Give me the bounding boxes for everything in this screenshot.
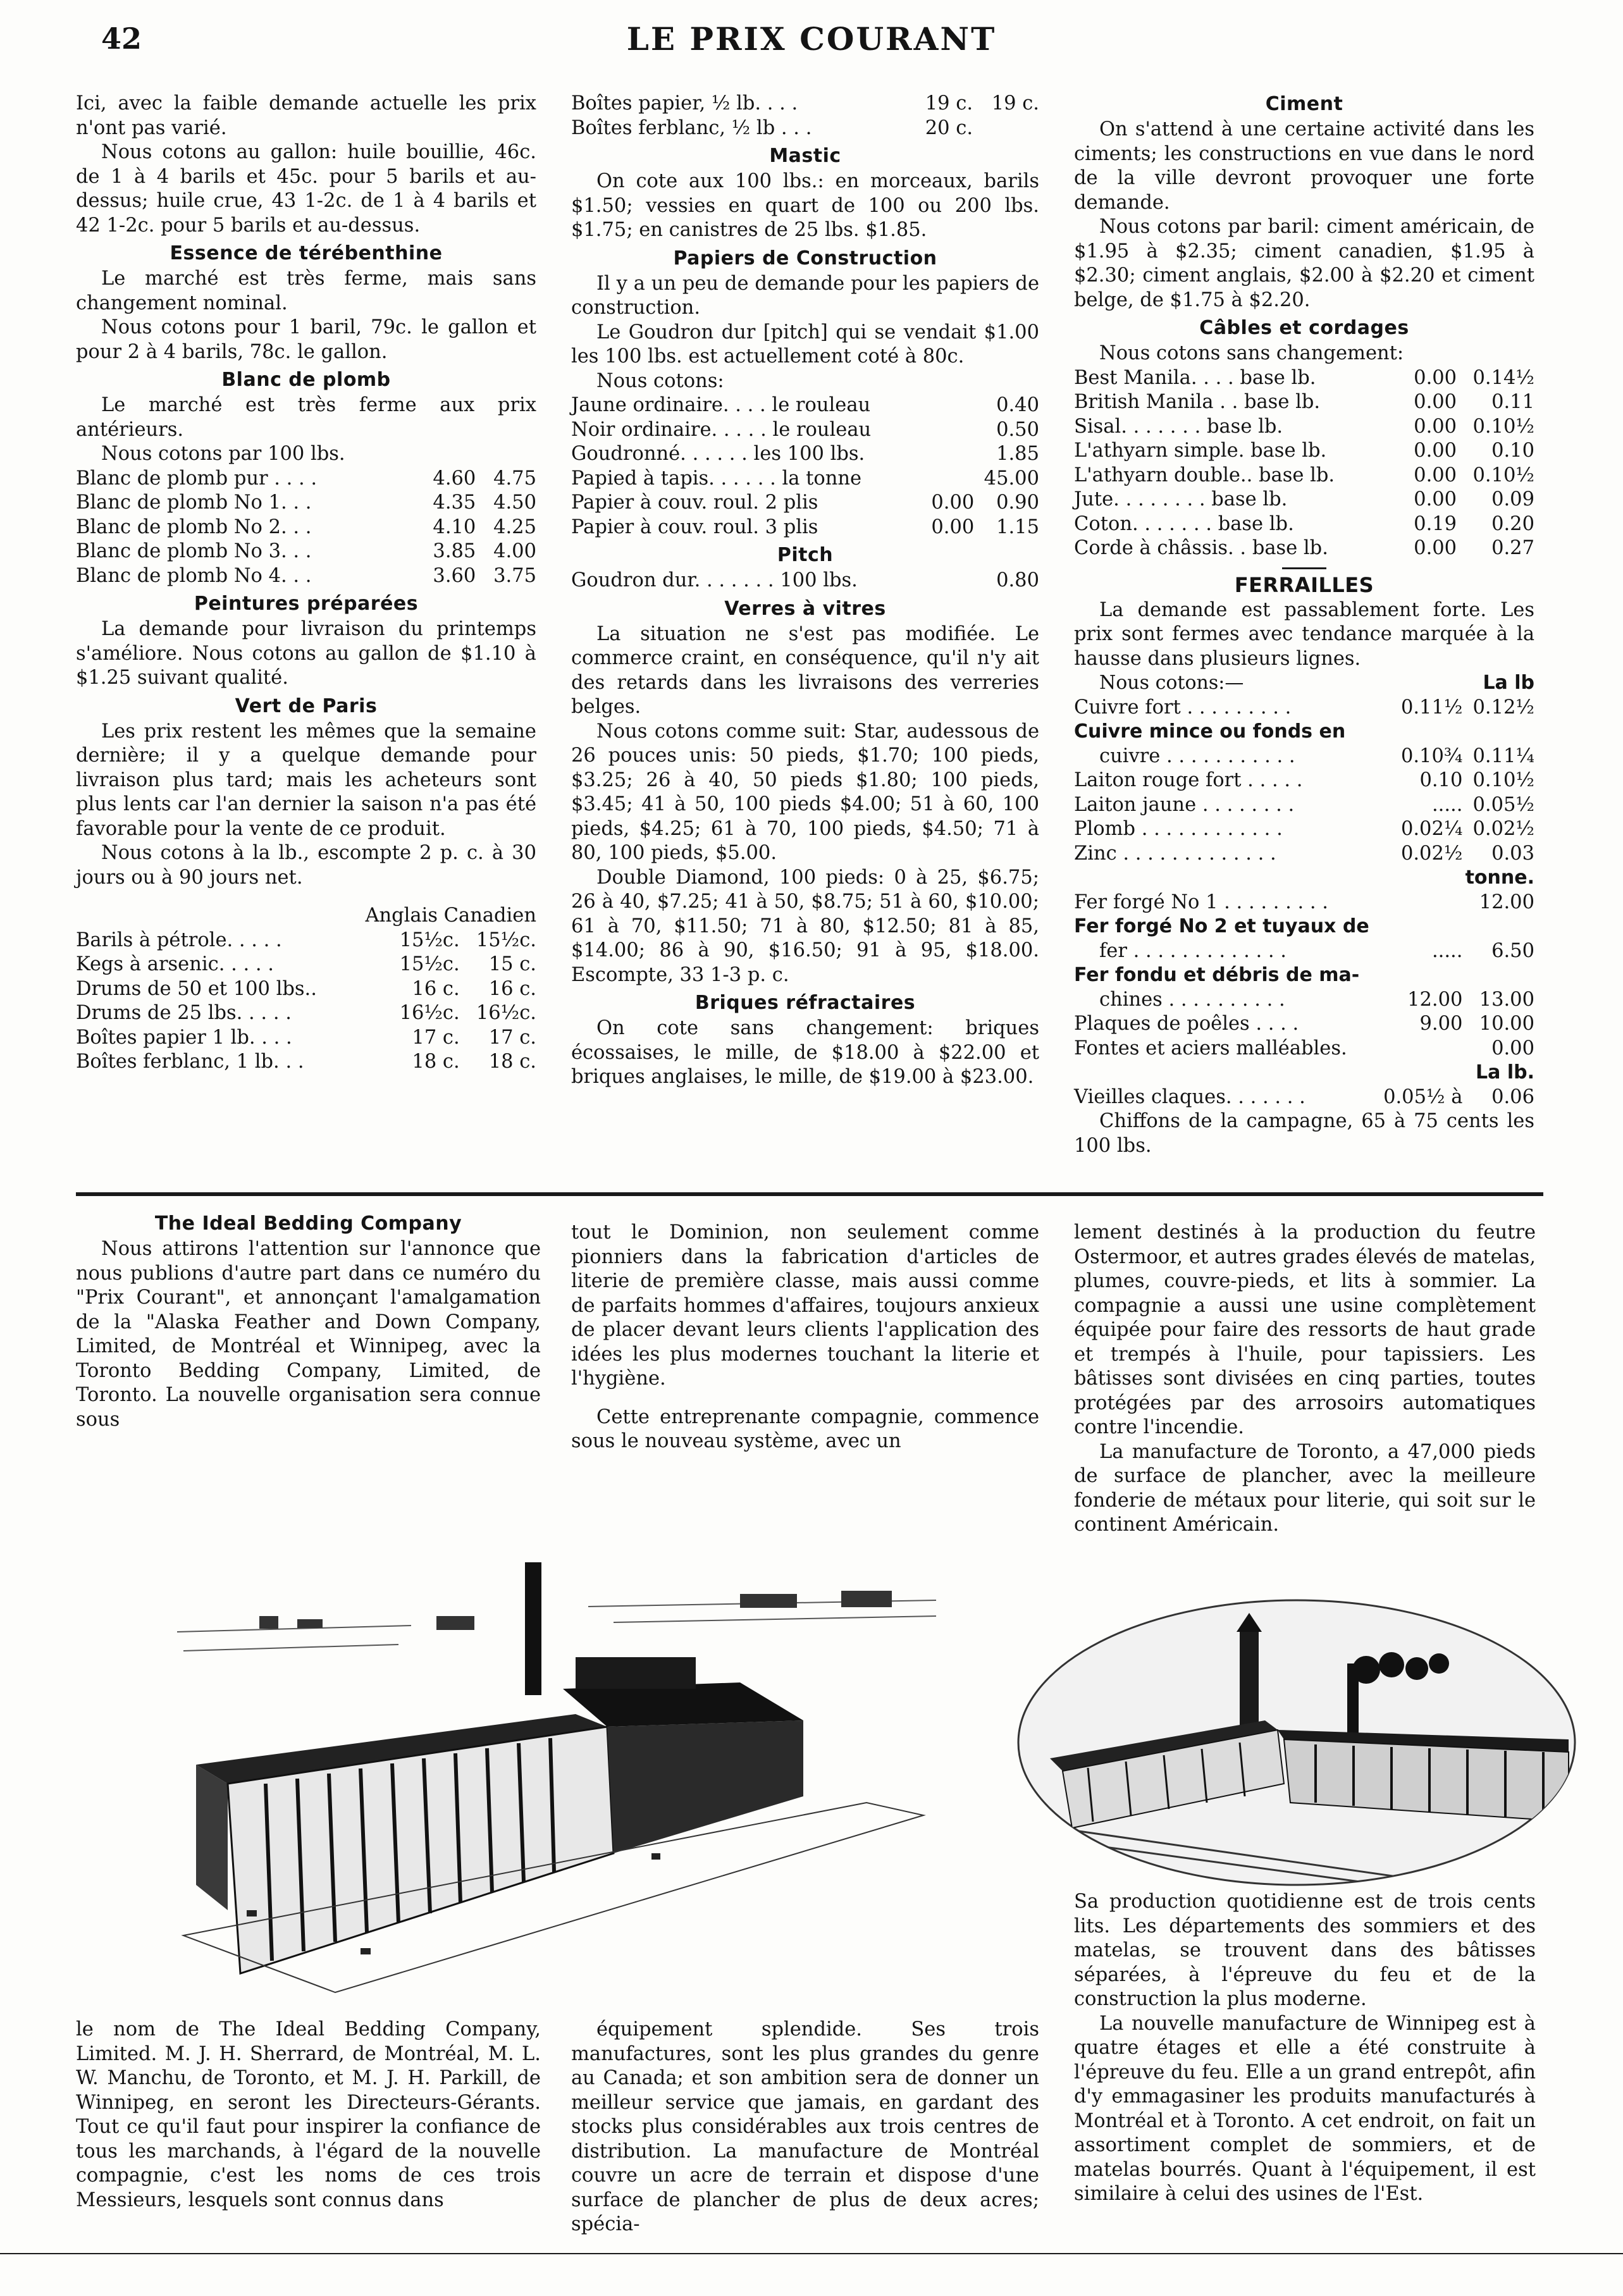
footer-rule [0,2253,1623,2254]
section-divider [1282,567,1326,569]
paragraph: tout le Dominion, non seulement comme pionniers dans la fabrication d'articles de literie de première classe, mais aussi comme de parfaits hommes d'affaires, toujours anxieux de placer devant leurs clients l'application des idées les plus modernes touchant la literie et l'hygiène. [571,1221,1039,1390]
table-row: Plomb . . . . . . . . . . . . 0.02¼ 0.02½ [1074,818,1534,840]
table-row: Cuivre fort . . . . . . . . . 0.11½ 0.12½ [1074,696,1534,719]
table-row: Plaques de poêles . . . . 9.00 10.00 [1074,1013,1534,1035]
table-row: Papier à couv. roul. 2 plis 0.00 0.90 [571,491,1039,514]
section-title: Peintures préparées [194,593,419,615]
paragraph: Nous attirons l'attention sur l'annonce que nous publions d'autre part dans ce numéro du "Prix Courant", et annonçant l'amalgamation de la "Alaska Feather and Down Company, Limited, de Montréal et Winnipeg, avec la Toronto Bedding Company, Limited, de Toronto. La nouvelle organisation sera connue sous [76,1238,541,1431]
article-col-1 [76,1208,541,1432]
table-row: Best Manila. . . . base lb. 0.00 0.14½ [1074,366,1534,389]
table-row: Blanc de plomb No 3. . . 3.85 4.00 [76,540,536,562]
price-table [1074,671,1534,1109]
paragraph: La nouvelle manufacture de Winnipeg est à quatre étages et elle a été construite à l'épreuve du feu. Elle a un grand entrepôt, afin d'y emmagasiner les produits manufacturés à Montréal et à Toronto. A cet endroit, on fait un assortiment complet de sommiers, et de matelas bourrés. Quant à l'équipement, il est similaire à celui des usines de l'Est. [1074,2012,1536,2205]
table-column-heads: Anglais Canadien [365,904,536,927]
table-row: Boîtes papier, ½ lb. . . . 19 c. 19 c. [571,92,1039,114]
table-row: chines . . . . . . . . . . 12.00 13.00 [1099,988,1534,1011]
section-title: Essence de térébenthine [170,242,443,264]
table-row: Fer fondu et débris de ma- [1074,964,1360,986]
table-row: Zinc . . . . . . . . . . . . . 0.02½ 0.03 [1074,842,1534,865]
paragraph: Sa production quotidienne est de trois cents lits. Les départements des sommiers et des matelas, se trouvent dans des bâtisses séparées, à l'épreuve du feu et de la construction la plus moderne. [1074,1891,1536,2010]
section-title: FERRAILLES [1234,572,1374,597]
section-title: Blanc de plomb [221,369,391,391]
section-title: Mastic [769,145,841,167]
table-row [1074,866,1534,891]
table-row: Papied à tapis. . . . . . la tonne 45.00 [571,467,1039,490]
article-col-1b [76,2018,541,2213]
table-row: Fer forgé No 2 et tuyaux de [1074,915,1369,937]
table-row: Laiton jaune . . . . . . . . ..... 0.05½ [1074,793,1534,816]
section-title: Verres à vitres [724,597,886,620]
price-table [1074,366,1534,561]
section-title: Briques réfractaires [694,992,916,1014]
unit-label: La lb [1483,672,1534,694]
table-row: Blanc de plomb No 1. . . 4.35 4.50 [76,491,536,514]
paragraph: Le marché est très ferme aux prix antérieurs. [76,394,536,441]
paragraph: lement destinés à la production du feutre Ostermoor, et autres grades élevés de matelas, plumes, couvre-pieds, et lits à sommier. La compagnie a aussi une usine complètement équipée pour faire des ressorts de haut grade et trempés à l'huile, pour tapissiers. Les bâtisses sont divisées en cinq parties, toutes protégées par des arrosoirs automatiques contre l'incendie. [1074,1221,1536,1438]
paragraph: La situation ne s'est pas modifiée. Le commerce craint, en conséquence, qu'il n'y ait des retards dans les livraisons des verreries belges. [571,622,1039,718]
table-row: Drums de 50 et 100 lbs.. 16 c. 16 c. [76,977,536,1000]
paragraph: Nous cotons par baril: ciment américain, de $1.95 à $2.35; ciment canadien, $1.95 à $2.30; ciment anglais, $2.00 à $2.20 et ciment belge, de $1.75 à $2.20. [1074,216,1534,311]
article-col-2 [571,1221,1039,1454]
table-row: fer . . . . . . . . . . . . . ..... 6.50 [1099,939,1534,962]
table-row: cuivre . . . . . . . . . . . 0.10¾ 0.11¼ [1099,744,1534,767]
table-row: Boîtes papier 1 lb. . . . 17 c. 17 c. [76,1026,536,1049]
column-1 [76,92,536,1075]
paragraph: Il y a un peu de demande pour les papiers de construction. [571,272,1039,319]
table-row: Blanc de plomb pur . . . . 4.60 4.75 [76,467,536,490]
unit-label: La lb. [1476,1061,1534,1083]
section-title: Ciment [1265,93,1343,115]
table-row: Barils à pétrole. . . . . 15½c. 15½c. [76,929,536,951]
table-row: Blanc de plomb No 4. . . 3.60 3.75 [76,564,536,587]
section-title: Vert de Paris [235,694,378,717]
section-title: Pitch [777,544,834,566]
paragraph: Double Diamond, 100 pieds: 0 à 25, $6.75; 26 à 40, $7.25; 41 à 50, $8.75; 51 à 60, $10.00; 61 à 70, $11.50; 71 à 80, $12.50; 81 à 85, $14.00; 86 à 90, $16.50; 91 à 95, $18.00. Escompte, 33 1-3 p. c. [571,866,1039,986]
unit-label: tonne. [1465,867,1534,889]
paragraph: le nom de The Ideal Bedding Company, Limited. M. J. H. Sherrard, de Montréal, M. L. W. Manchu, de Toronto, et M. J. H. Parkill, de Winnipeg, en seront les Directeurs-Gérants. Tout ce qu'il faut pour inspirer la confiance de tous les marchands, à l'égard de la nouvelle compagnie, c'est les noms de ces trois Messieurs, lesquels sont connus dans [76,2018,541,2211]
price-table [76,929,536,1075]
table-row: L'athyarn simple. base lb. 0.00 0.10 [1074,440,1534,462]
table-row: Coton. . . . . . . base lb. 0.19 0.20 [1074,512,1534,535]
column-2 [571,92,1039,1090]
paragraph: On s'attend à une certaine activité dans les ciments; les constructions en vue dans le nord de la ville devront provoquer une forte demande. [1074,118,1534,214]
page-header-title: LE PRIX COURANT [626,20,997,58]
table-row: Vieilles claques. . . . . . . 0.05½ à 0.06 [1074,1085,1534,1108]
table-row: Laiton rouge fort . . . . . 0.10 0.10½ [1074,769,1534,791]
table-row: Fontes et aciers malléables. 0.00 [1074,1037,1534,1059]
paragraph: Nous cotons au gallon: huile bouillie, 46c. de 1 à 4 barils et 45c. pour 5 barils et au-dessus; huile crue, 43 1-2c. de 1 à 4 barils et 42 1-2c. pour 5 barils et au-dessus. [76,141,536,237]
paragraph: Nous cotons par 100 lbs. [101,443,345,465]
table-row: Nous cotons:— La lb [1074,671,1534,696]
table-row [1074,1061,1534,1085]
table-row: Fer forgé No 1 . . . . . . . . . 12.00 [1074,891,1534,913]
table-row: Jaune ordinaire. . . . le rouleau 0.40 [571,394,1039,416]
paragraph: Nous cotons pour 1 baril, 79c. le gallon et pour 2 à 4 barils, 78c. le gallon. [76,316,536,363]
table-row: British Manila . . base lb. 0.00 0.11 [1074,391,1534,413]
column-3 [1074,89,1534,1158]
paragraph: Nous cotons à la lb., escompte 2 p. c. à 30 jours ou à 90 jours net. [76,842,536,889]
table-row: Sisal. . . . . . . base lb. 0.00 0.10½ [1074,415,1534,438]
paragraph: On cote aux 100 lbs.: en morceaux, barils $1.50; vessies en quart de 100 ou 200 lbs. $1.75; en canistres de 25 lbs. $1.85. [571,170,1039,241]
price-table [571,569,1039,593]
paragraph: équipement splendide. Ses trois manufactures, sont les plus grandes du genre au Canada; et son ambition sera de donner un meilleur service que jamais, en gardant des stocks plus considérables aux trois centres de distribution. La manufacture de Montréal couvre un acre de terrain et dispose d'une surface de plancher de plus de deux acres; spécia- [571,2018,1039,2235]
table-row: Goudronné. . . . . . les 100 lbs. 1.85 [571,443,1039,465]
paragraph: Nous cotons sans changement: [1099,342,1404,364]
paragraph: Le Goudron dur [pitch] qui se vendait $1.00 les 100 lbs. est actuellement coté à 80c. [571,321,1039,367]
table-row: Drums de 25 lbs. . . . . 16½c. 16½c. [76,1002,536,1024]
table-row: Kegs à arsenic. . . . . 15½c. 15 c. [76,953,536,975]
article-col-2b [571,2018,1039,2237]
section-rule [76,1192,1543,1196]
paragraph: Le marché est très ferme, mais sans changement nominal. [76,268,536,314]
table-row: Boîtes ferblanc, ½ lb . . . 20 c. [571,116,973,139]
factory-illustration-oval [1012,1594,1581,1891]
article-title: The Ideal Bedding Company [154,1213,462,1235]
table-row: Papier à couv. roul. 3 plis 0.00 1.15 [571,515,1039,538]
table-row: Boîtes ferblanc, 1 lb. . . 18 c. 18 c. [76,1051,536,1073]
paragraph: La manufacture de Toronto, a 47,000 pieds de surface de plancher, avec la meilleure fonderie de métaux pour literie, qui soit sur le continent Américain. [1074,1440,1536,1536]
table-row: Blanc de plomb No 2. . . 4.10 4.25 [76,515,536,538]
price-table [76,467,536,589]
paragraph: La demande est passablement forte. Les prix sont fermes avec tendance marquée à la hausse dans plusieurs lignes. [1074,598,1534,670]
table-row: Cuivre mince ou fonds en [1074,720,1346,743]
article-col-3 [1074,1221,1536,1538]
factory-illustration-large [171,1556,942,1999]
table-row: Corde à châssis. . base lb. 0.00 0.27 [1074,537,1534,559]
price-table [571,92,1039,140]
paragraph: Nous cotons comme suit: Star, audessous de 26 pouces unis: 50 pieds, $1.70; 100 pieds, $3.25; 26 à 40, 50 pieds $1.80; 100 pieds, $3.45; 41 à 50, 100 pieds $4.00; 51 à 60, 100 pieds, $4.25; 61 à 70, 100 pieds, $4.50; 71 à 80, 100 pieds, $5.00. [571,720,1039,864]
paragraph: Les prix restent les mêmes que la semaine dernière; il y a quelque demande pour livraison plus tard; mais les acheteurs sont plus lents car l'an dernier la saison n'a pas été favorable pour la vente de ce produit. [76,720,536,840]
paragraph: La demande pour livraison du printemps s'améliore. Nous cotons au gallon de $1.10 à $1.25 suivant qualité. [76,618,536,689]
table-row: L'athyarn double.. base lb. 0.00 0.10½ [1074,464,1534,486]
paragraph: Chiffons de la campagne, 65 à 75 cents les 100 lbs. [1074,1110,1534,1157]
article-col-3b [1074,1890,1536,2207]
paragraph: Nous cotons: [596,369,724,392]
section-title: Papiers de Construction [673,247,937,269]
table-row: Noir ordinaire. . . . . le rouleau 0.50 [571,418,1039,441]
price-table [571,393,1039,540]
paragraph: Cette entreprenante compagnie, commence sous le nouveau système, avec un [571,1405,1039,1452]
paragraph: On cote sans changement: briques écossaises, le mille, de $18.00 à $22.00 et briques anglaises, le mille, de $19.00 à $23.00. [571,1017,1039,1088]
paragraph: Ici, avec la faible demande actuelle les prix n'ont pas varié. [76,92,536,139]
table-row: Goudron dur. . . . . . . 100 lbs. 0.80 [571,569,1039,591]
table-row: Jute. . . . . . . . base lb. 0.00 0.09 [1074,488,1534,510]
page-number: 42 [101,22,142,56]
section-title: Câbles et cordages [1199,317,1409,339]
